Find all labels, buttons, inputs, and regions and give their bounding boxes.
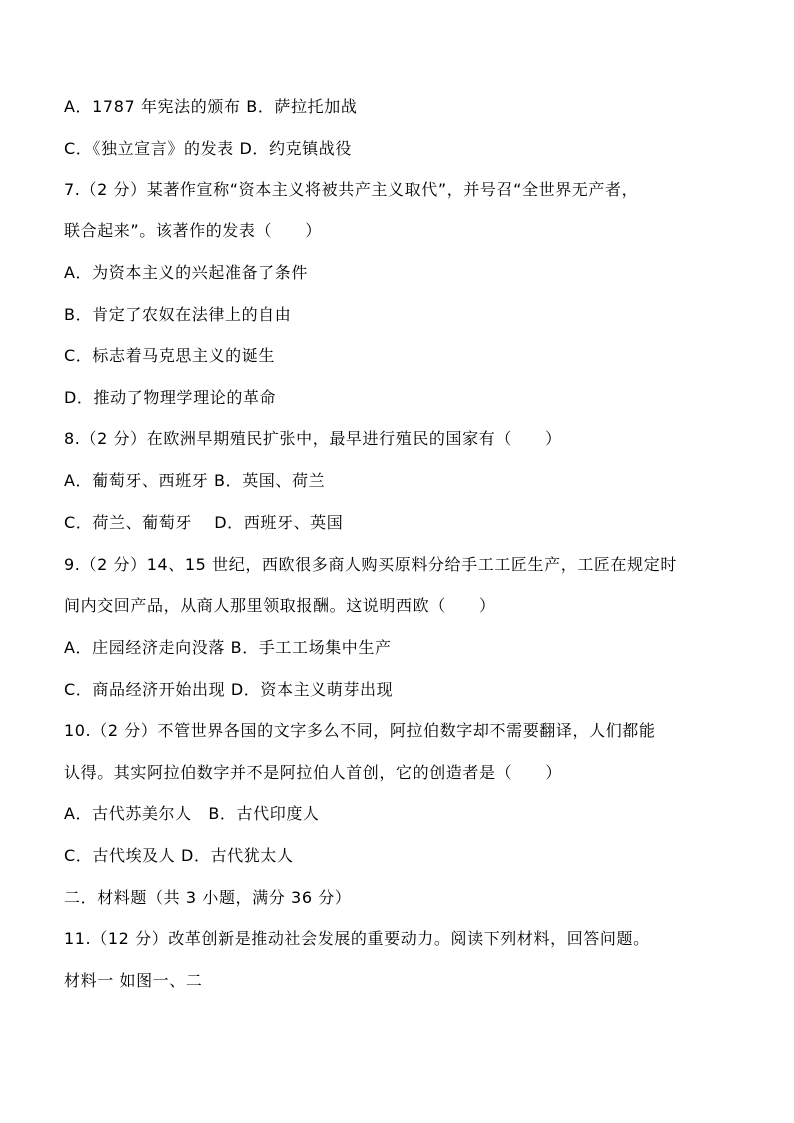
question-9-line-2: 间内交回产品，从商人那里领取报酬。这说明西欧（ ） — [64, 596, 496, 615]
option-line-10cd: C．古代埃及人 D．古代犹太人 — [64, 846, 294, 865]
option-line-8ab: A．葡萄牙、西班牙 B．英国、荷兰 — [64, 471, 326, 490]
option-7c: C．标志着马克思主义的诞生 — [64, 346, 275, 365]
section-heading-material: 二．材料题（共 3 小题，满分 36 分） — [64, 888, 352, 907]
question-8: 8.（2 分）在欧洲早期殖民扩张中，最早进行殖民的国家有（ ） — [64, 429, 562, 448]
option-7b: B．肯定了农奴在法律上的自由 — [64, 305, 292, 324]
question-7-line-2: 联合起来”。该著作的发表（ ） — [64, 221, 322, 240]
option-line-9ab: A．庄园经济走向没落 B．手工工场集中生产 — [64, 638, 392, 657]
question-9-line-1: 9.（2 分）14、15 世纪，西欧很多商人购买原料分给手工工匠生产，工匠在规定时 — [64, 555, 677, 574]
option-line-6ab: A．1787 年宪法的颁布 B．萨拉托加战 — [64, 97, 358, 116]
material-one-label: 材料一 如图一、二 — [64, 971, 203, 990]
question-11: 11.（12 分）改革创新是推动社会发展的重要动力。阅读下列材料，回答问题。 — [64, 929, 650, 948]
option-7d: D．推动了物理学理论的革命 — [64, 388, 277, 407]
question-10-line-2: 认得。其实阿拉伯数字并不是阿拉伯人首创，它的创造者是（ ） — [64, 763, 563, 782]
option-7a: A．为资本主义的兴起准备了条件 — [64, 263, 308, 282]
question-7-line-1: 7.（2 分）某著作宣称“资本主义将被共产主义取代”，并号召“全世界无产者， — [64, 180, 639, 199]
question-10-line-1: 10.（2 分）不管世界各国的文字多么不同，阿拉伯数字却不需要翻译，人们都能 — [64, 721, 656, 740]
option-line-6cd: C．《独立宣言》的发表 D．约克镇战役 — [64, 139, 352, 158]
option-line-10ab: A．古代苏美尔人 B．古代印度人 — [64, 804, 320, 823]
option-line-8cd: C．荷兰、葡萄牙 D．西班牙、英国 — [64, 513, 344, 532]
option-line-9cd: C．商品经济开始出现 D．资本主义萌芽出现 — [64, 680, 394, 699]
